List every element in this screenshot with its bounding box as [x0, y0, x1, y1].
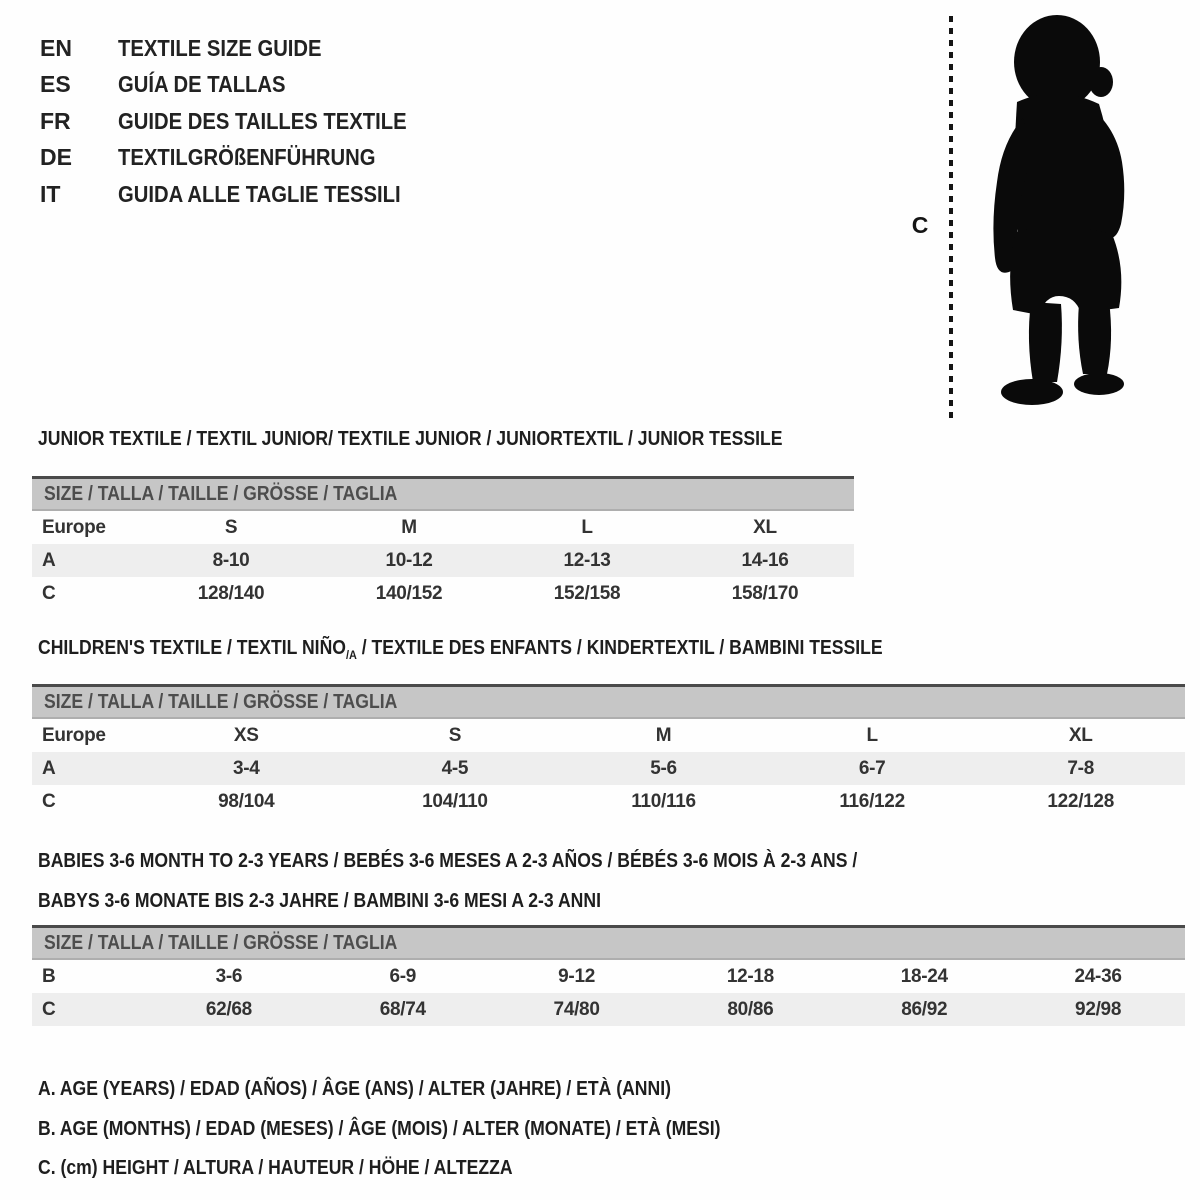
- value-cell: 4-5: [441, 757, 469, 779]
- value-cell: 10-12: [385, 549, 433, 571]
- language-row-it: [40, 176, 446, 213]
- language-code: ES: [40, 71, 71, 98]
- row-label: A: [42, 549, 56, 571]
- junior-section-heading: [38, 428, 884, 451]
- value-cell: 158/170: [731, 582, 799, 604]
- babies-size-table: [32, 925, 1185, 1026]
- value-cell: 122/128: [1047, 790, 1114, 812]
- value-cell: 12-18: [726, 965, 774, 987]
- value-cell: 6-7: [858, 757, 886, 779]
- row-label: A: [42, 757, 56, 779]
- size-cell: XL: [1068, 724, 1093, 746]
- size-cell: S: [448, 724, 462, 746]
- size-header-bar: [32, 925, 1185, 960]
- row-label: Europe: [42, 724, 106, 746]
- language-title-block: [40, 30, 446, 213]
- language-code: DE: [40, 144, 72, 171]
- value-cell: 7-8: [1067, 757, 1094, 779]
- row-label: C: [42, 998, 56, 1020]
- table-row-age: [32, 752, 1185, 785]
- language-row-es: [40, 67, 446, 104]
- value-cell: 6-9: [389, 965, 417, 987]
- language-title: GUIDE DES TAILLES TEXTILE: [118, 107, 407, 134]
- table-row-height: [32, 577, 854, 610]
- table-row-europe: [32, 719, 1185, 752]
- toddler-silhouette: [960, 10, 1150, 420]
- value-cell: 8-10: [212, 549, 250, 571]
- value-cell: 152/158: [553, 582, 621, 604]
- children-section-heading: [38, 637, 998, 662]
- table-row-height: [32, 785, 1185, 818]
- value-cell: 104/110: [422, 790, 488, 812]
- value-cell: 14-16: [741, 549, 789, 571]
- language-code: FR: [40, 107, 71, 134]
- value-cell: 12-13: [563, 549, 611, 571]
- value-cell: 5-6: [650, 757, 677, 779]
- children-heading-text: [38, 637, 883, 662]
- size-cell: XS: [233, 724, 259, 746]
- value-cell: 3-6: [215, 965, 243, 987]
- value-cell: 3-4: [233, 757, 260, 779]
- babies-heading-line1: BABIES 3-6 MONTH TO 2-3 YEARS / BEBÉS 3-6 MESES A 2-3 AÑOS / BÉBÉS 3-6 MOIS À 2-3 ANS /: [38, 850, 858, 872]
- row-label: C: [42, 582, 56, 604]
- value-cell: 140/152: [375, 582, 443, 604]
- value-cell: 62/68: [205, 998, 252, 1020]
- height-dashed-line: [949, 16, 953, 418]
- legend-text: C. (cm) HEIGHT / ALTURA / HAUTEUR / HÖHE / ALTEZZA: [38, 1157, 513, 1180]
- legend-line-b: [38, 1110, 814, 1150]
- row-label: C: [42, 790, 56, 812]
- size-cell: L: [581, 516, 593, 538]
- row-label: Europe: [42, 516, 106, 538]
- value-cell: 24-36: [1074, 965, 1122, 987]
- value-cell: 128/140: [197, 582, 265, 604]
- children-heading-post: / TEXTILE DES ENFANTS / KINDERTEXTIL / BAMBINI TESSILE: [356, 637, 883, 659]
- junior-size-table: [32, 476, 854, 610]
- language-code: IT: [40, 180, 61, 207]
- junior-heading-text: JUNIOR TEXTILE / TEXTIL JUNIOR/ TEXTILE JUNIOR / JUNIORTEXTIL / JUNIOR TESSILE: [38, 428, 783, 450]
- value-cell: 18-24: [900, 965, 948, 987]
- legend-text: A. AGE (YEARS) / EDAD (AÑOS) / ÂGE (ANS) / ALTER (JAHRE) / ETÀ (ANNI): [38, 1078, 671, 1101]
- legend-text: B. AGE (MONTHS) / EDAD (MESES) / ÂGE (MOIS) / ALTER (MONATE) / ETÀ (MESI): [38, 1117, 721, 1140]
- language-row-de: [40, 140, 446, 177]
- size-cell: L: [866, 724, 878, 746]
- size-header-text: SIZE / TALLA / TAILLE / GRÖSSE / TAGLIA: [44, 691, 398, 713]
- table-row-age-months: [32, 960, 1185, 993]
- language-title: TEXTILE SIZE GUIDE: [118, 34, 322, 61]
- language-row-en: [40, 30, 446, 67]
- size-cell: XL: [753, 516, 777, 538]
- children-heading-sub: /A: [345, 648, 357, 662]
- size-cell: S: [224, 516, 238, 538]
- table-row-height: [32, 993, 1185, 1026]
- size-header-text: SIZE / TALLA / TAILLE / GRÖSSE / TAGLIA: [44, 483, 398, 505]
- value-cell: 98/104: [218, 790, 275, 812]
- babies-heading-line2: BABYS 3-6 MONATE BIS 2-3 JAHRE / BAMBINI 3-6 MESI A 2-3 ANNI: [38, 890, 601, 912]
- size-cell: M: [655, 724, 672, 746]
- children-heading-pre: CHILDREN'S TEXTILE / TEXTIL NIÑO: [38, 637, 346, 659]
- value-cell: 74/80: [553, 998, 600, 1020]
- size-header-bar: [32, 476, 854, 511]
- language-title: TEXTILGRÖßENFÜHRUNG: [118, 144, 376, 171]
- language-row-fr: [40, 103, 446, 140]
- children-size-table: [32, 684, 1185, 818]
- size-header-text: SIZE / TALLA / TAILLE / GRÖSSE / TAGLIA: [44, 932, 398, 954]
- babies-section-heading: [38, 841, 969, 921]
- size-header-bar: [32, 684, 1185, 719]
- legend-line-a: [38, 1070, 814, 1110]
- value-cell: 92/98: [1075, 998, 1122, 1020]
- size-cell: M: [401, 516, 417, 538]
- value-cell: 116/122: [839, 790, 905, 812]
- legend-line-c: [38, 1149, 814, 1189]
- value-cell: 86/92: [901, 998, 948, 1020]
- value-cell: 9-12: [558, 965, 595, 987]
- value-cell: 80/86: [727, 998, 774, 1020]
- table-row-age: [32, 544, 854, 577]
- height-measure-label: C: [911, 212, 929, 238]
- language-code: EN: [40, 34, 72, 61]
- table-row-europe: [32, 511, 854, 544]
- value-cell: 68/74: [379, 998, 426, 1020]
- language-title: GUÍA DE TALLAS: [118, 71, 286, 98]
- measurement-legend: [38, 1070, 814, 1189]
- value-cell: 110/116: [631, 790, 696, 812]
- language-title: GUIDA ALLE TAGLIE TESSILI: [118, 180, 401, 207]
- row-label: B: [42, 965, 56, 987]
